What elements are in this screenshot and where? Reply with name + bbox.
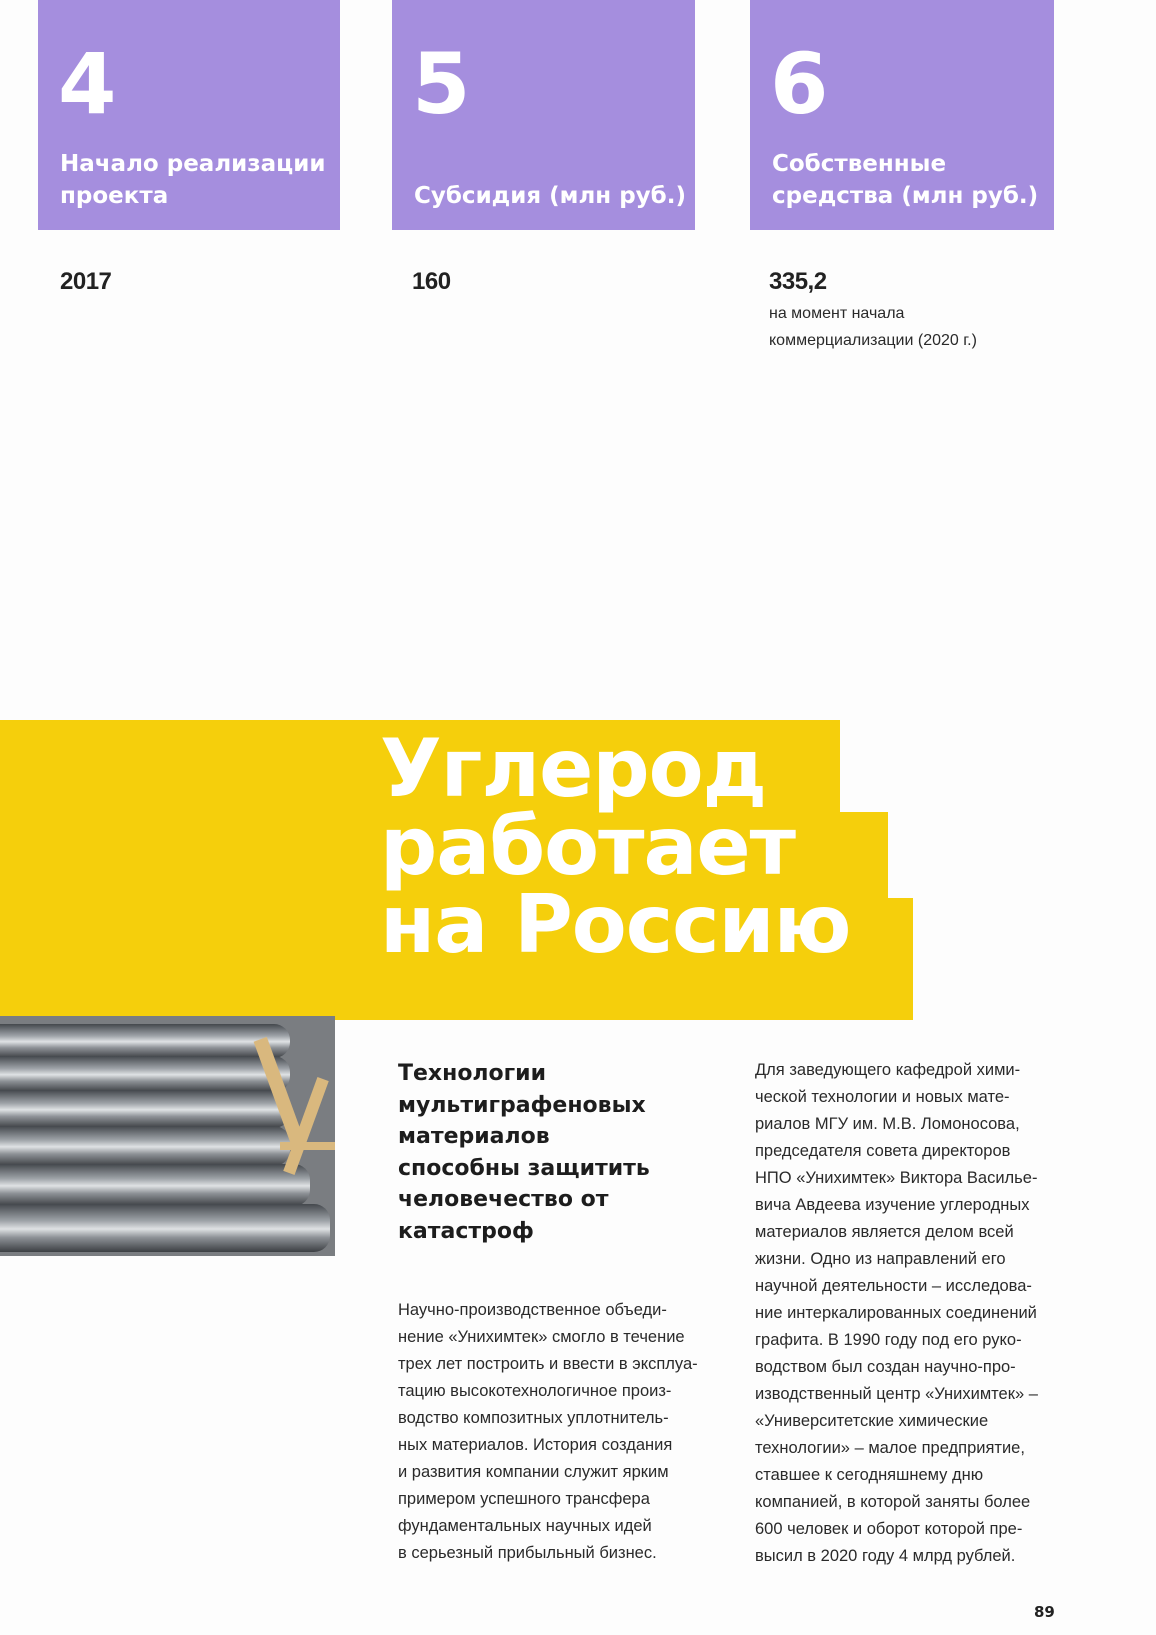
page-number: 89 [1034, 1603, 1055, 1621]
stat-card-subsidy [392, 0, 695, 230]
body-text-left: Научно-производственное объеди- нение «Унихимтек» смогло в течение трех лет построить и ввести в эксплуа- тацию высокотехнологичное произ- водство композитных уплотнитель- ных материалов. История создания и развития компании служит ярким примером успешного трансфера фундаментальных научных идей в серьезный прибыльный бизнес. [398, 1301, 698, 1562]
subheading: Технологии мультиграфеновых материалов способны защитить человечество от катастроф [398, 1061, 650, 1244]
headline: Углерод работает на Россию [380, 722, 851, 971]
graphite-rolls-photo [0, 1016, 335, 1256]
body-text-right: Для заведующего кафедрой хими- ческой технологии и новых мате- риалов МГУ им. М.В. Ломоносова, председателя совета директоров НПО «Унихимтек» Виктора Василье- вича Авдеева изучение углеродных материалов является делом всей жизни. Одно из направлений его научной деятельности – исследова- ние интеркалированных соединений графита. В 1990 году под его руко- водством был создан научно-про- изводственный центр «Унихимтек» – «Университетские химические технологии» – малое предприятие, ставшее к сегодняшнему дню компанией, в которой заняты более 600 человек и оборот которой пре- высил в 2020 году 4 млрд рублей. [755, 1061, 1038, 1565]
stat-card-start [38, 0, 340, 230]
stat-number: 6 [770, 35, 829, 133]
stat-number: 5 [412, 35, 471, 133]
stat-label: Собственные средства (млн руб.) [772, 151, 1039, 209]
stat-number: 4 [58, 35, 117, 133]
stat-label: Субсидия (млн руб.) [414, 183, 686, 209]
stat-card-own-funds [750, 0, 1054, 230]
stat-note: на момент начала коммерциализации (2020 г.) [769, 305, 977, 349]
stat-value: 2017 [60, 268, 112, 295]
stat-value: 335,2 [769, 268, 827, 295]
stat-label: Начало реализации проекта [60, 151, 326, 209]
stat-value: 160 [412, 268, 451, 295]
